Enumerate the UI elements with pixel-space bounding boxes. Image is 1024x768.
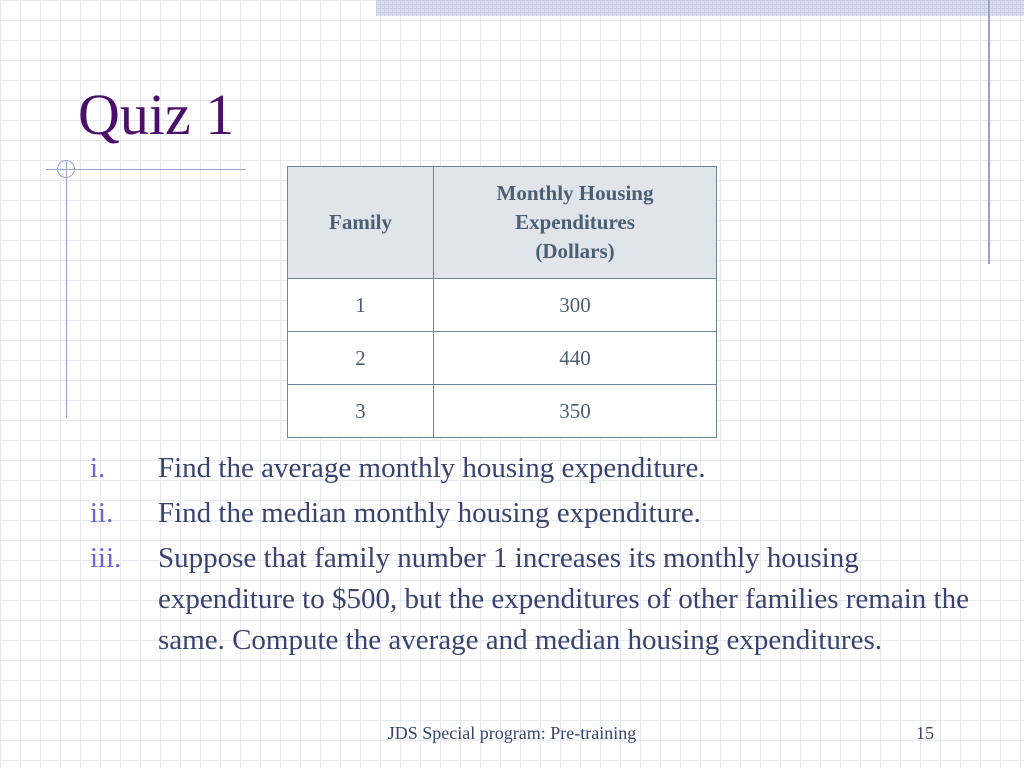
family-cell: 3	[288, 385, 434, 438]
table-row	[288, 332, 717, 385]
question-item	[90, 448, 1000, 489]
expenditure-cell: 350	[434, 385, 717, 438]
corner-circle-ornament	[57, 160, 75, 178]
left-vertical-rule	[66, 160, 67, 418]
expenditure-column-header	[434, 167, 717, 279]
question-item	[90, 493, 1000, 534]
expenditure-cell: 440	[434, 332, 717, 385]
table-row	[288, 279, 717, 332]
page-number: 15	[916, 723, 934, 743]
question-text: Find the median monthly housing expenditure.	[158, 497, 701, 529]
slide-title: Quiz 1	[78, 82, 235, 147]
question-text: Suppose that family number 1 increases its monthly housing expenditure to $500, but the expenditures of other families remain the same. Compute the average and median housing expenditures.	[158, 542, 969, 656]
question-number: i.	[90, 452, 106, 484]
table-header-row	[288, 167, 717, 279]
top-decorative-band	[376, 0, 1024, 16]
question-list	[90, 448, 1000, 665]
family-column-header: Family	[288, 167, 434, 279]
family-cell: 2	[288, 332, 434, 385]
question-text: Find the average monthly housing expenditure.	[158, 452, 706, 484]
expenditure-cell: 300	[434, 279, 717, 332]
expenditure-header-line-2: Expenditures	[515, 210, 635, 234]
family-cell: 1	[288, 279, 434, 332]
question-item	[90, 538, 1000, 661]
question-number: iii.	[90, 542, 122, 574]
slide-footer: JDS Special program: Pre-training	[387, 723, 637, 743]
right-vertical-rule	[988, 0, 990, 264]
expenditure-header-line-1: Monthly Housing	[496, 181, 654, 205]
housing-expenditure-table	[287, 166, 717, 438]
question-number: ii.	[90, 497, 114, 529]
expenditure-header-line-3: (Dollars)	[535, 239, 615, 263]
title-underline-rule	[46, 169, 246, 170]
table-row	[288, 385, 717, 438]
